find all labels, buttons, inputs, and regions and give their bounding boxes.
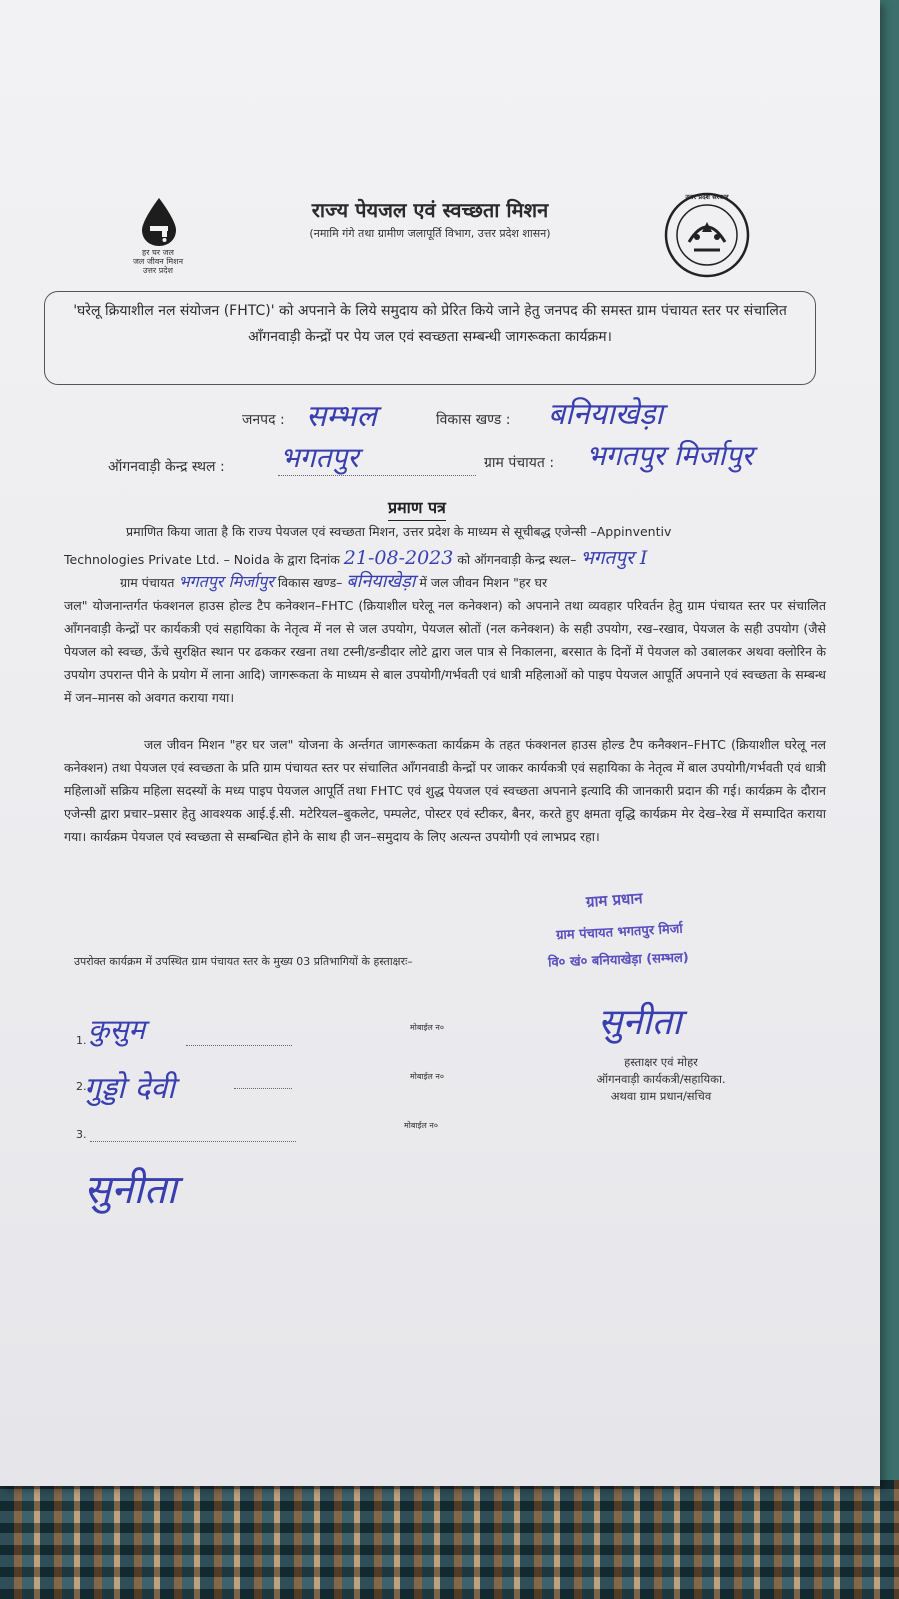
certificate-paragraph-1: जल" योजनान्तर्गत फंक्शनल हाउस होल्ड टैप कनेक्शन–FHTC (क्रियाशील घरेलू नल कनेक्शन) को अपनाने तथा व्यवहार परिवर्तन हेतु ग्राम पंचायत स्तर पर संचालित आँगनवाड़ी केन्द्रों पर कार्यकत्री एवं सहायिका के नेतृत्व में नल से जल उपयोग, पेयजल स्रोतों (नल कनेक्शन) के सही उपयोग, रख–रखाव, पेयजल के सही उपयोग (जैसे पेयजल को स्वच्छ, ऊँचे सुरक्षित स्थान पर ढककर रखना तथा टस्नी/डन्डीदार लोटे द्वारा जल पात्र से निकालना, बरसात के दिनों में पेयजल को उबालकर अथवा क्लोरिन के उपयोग उपरान्त पीने के प्रयोग में लाना आदि) जागरूकता के माध्यम से बाल उपयोगी/गर्भवती एवं धात्री महिलाओं को पाइप पेयजल आपूर्ति अपनाने एवं स्वच्छता के सम्बन्ध में जन–मानस को अवगत कराया गया। [64,598,826,705]
line2-prefix: Technologies Private Ltd. – Noida के द्वारा दिनांक [64,552,340,567]
water-drop-logo-icon [138,196,180,248]
certificate-line-3 [120,570,547,594]
participant-2-mobile-label: मोबाईल न० [410,1072,444,1081]
gram-panchayat-value: भगतपुर मिर्जापुर [586,439,754,472]
vikas-khand-value: बनियाखेड़ा [548,397,664,432]
logo-caption: हर घर जल जल जीवन मिशन उत्तर प्रदेश [132,248,184,275]
participant-1-number: 1. [76,1034,87,1047]
participant-3-number: 3. [76,1128,87,1141]
program-title-text: 'घरेलू क्रियाशील नल संयोजन (FHTC)' को अपनाने के लिये समुदाय को प्रेरित किये जाने हेतु जनपद की समस्त ग्राम पंचायत स्तर पर संचालित आँगनवाड़ी केन्द्रों पर पेय जल एवं स्वच्छता सम्बन्धी जागरूकता कार्यक्रम। [73,303,787,345]
anganwadi-value: भगतपुर [280,441,359,474]
line3-suffix: में जल जीवन मिशन "हर घर [419,575,548,590]
certificate-paragraph-2: जल जीवन मिशन "हर घर जल" योजना के अर्न्तगत जागरूकता कार्यक्रम के तहत फंक्शनल हाउस होल्ड टैप कनैक्शन–FHTC (क्रियाशील घरेलू नल कनेक्शन) तथा पेयजल एवं स्वच्छता के प्रति ग्राम पंचायत स्तर पर संचालित आँगनवाडी केन्द्रों पर जाकर कार्यकत्री एवं सहायिका के नेतृत्व में बाल उपयोगी/गर्भवती एवं धात्री महिलाओं सक्रिय महिला सदस्यों के मध्य पाइप पेयजल आपूर्ति तथा FHTC एवं शुद्ध पेयजल एवं स्वच्छता अपनाने इत्यादि की जानकारी प्रदान की गई। कार्यक्रम के दौरान एजेन्सी द्वारा प्रचार–प्रसार हेतु आवश्यक आई.ई.सी. मटेरियल–बुकलेट, पम्पलेट, पोस्टर एवं स्टीकर, बैनर, करते हुए क्षमता वृद्धि कार्यक्रम मेर देख–रेख में सम्पादित कराया गया। कार्यक्रम पेयजल एवं स्वच्छता से सम्बन्धित होने के साथ ही जन–समुदाय के लिए अत्यन्त उपयोगी एवं लाभप्रद रहा। [64,737,826,844]
authority-signature: सुनीता [598,1002,682,1043]
stamp-line-1: ग्राम प्रधान [585,889,644,911]
participants-intro: उपरोक्त कार्यक्रम में उपस्थित ग्राम पंचायत स्तर के मुख्य 03 प्रतिभागियों के हस्ताक्षरः– [74,955,413,968]
certificate-line-1: प्रमाणित किया जाता है कि राज्य पेयजल एवं स्वच्छता मिशन, उत्तर प्रदेश के माध्यम से सूचीबद्ध एजेन्सी –Appinventiv [126,524,672,539]
seal-text: उत्तर प्रदेश सरकार [685,193,729,201]
line3-gp-label: ग्राम पंचायत [120,575,175,590]
page-subtitle: (नमामि गंगे तथा ग्रामीण जलापूर्ति विभाग, उत्तर प्रदेश शासन) [309,227,551,240]
participant-3-mobile-label: मोबाईल न० [404,1121,438,1130]
authority-caption-2: ऑगनवाड़ी कार्यकत्री/सहायिका. [596,1072,726,1086]
participant-2-signature: गुड्डो देवी [84,1071,175,1106]
line2-mid: को ऑगनवाड़ी केन्द्र स्थल– [457,552,577,567]
participant-2-number: 2. [76,1080,87,1093]
line3-gp-value: भगतपुर मिर्जापुर [178,572,274,591]
line3-vk-value: बनियाखेड़ा [346,571,416,592]
authority-caption [556,1054,766,1105]
participant-1-signature: कुसुम [88,1013,146,1046]
line3-vk-label: विकास खण्ड– [277,575,343,590]
vikas-khand-label: विकास खण्ड : [436,412,511,428]
janpad-value: सम्भल [306,399,377,434]
anganwadi-label: ऑगनवाड़ी केन्द्र स्थल : [108,459,225,475]
gram-panchayat-label: ग्राम पंचायत : [484,455,555,471]
participant-2-line [234,1087,292,1089]
anganwadi-dotted-line [278,474,476,476]
janpad-label: जनपद : [242,412,285,428]
woven-mat-background [0,1480,899,1599]
stamp-line-2: ग्राम पंचायत भगतपुर मिर्जा [555,921,684,944]
up-government-seal-icon [664,192,750,278]
authority-caption-1: हस्ताक्षर एवं मोहर [624,1055,698,1069]
participant-1-line [186,1044,292,1046]
date-value: 21-08-2023 [343,547,454,569]
site-value: भगतपुर I [580,547,648,569]
certificate-heading: प्रमाण पत्र [388,496,446,521]
participant-3-line [90,1140,296,1142]
participant-extra-signature: सुनीता [84,1167,177,1213]
authority-caption-3: अथवा ग्राम प्रधान/सचिव [610,1089,712,1103]
stamp-line-3: वि० खं० बनियाखेड़ा (सम्भल) [547,950,689,971]
participant-1-mobile-label: मोबाईल न० [410,1023,444,1032]
page-title: राज्य पेयजल एवं स्वच्छता मिशन [311,198,549,222]
certificate-line-2 [64,547,647,571]
